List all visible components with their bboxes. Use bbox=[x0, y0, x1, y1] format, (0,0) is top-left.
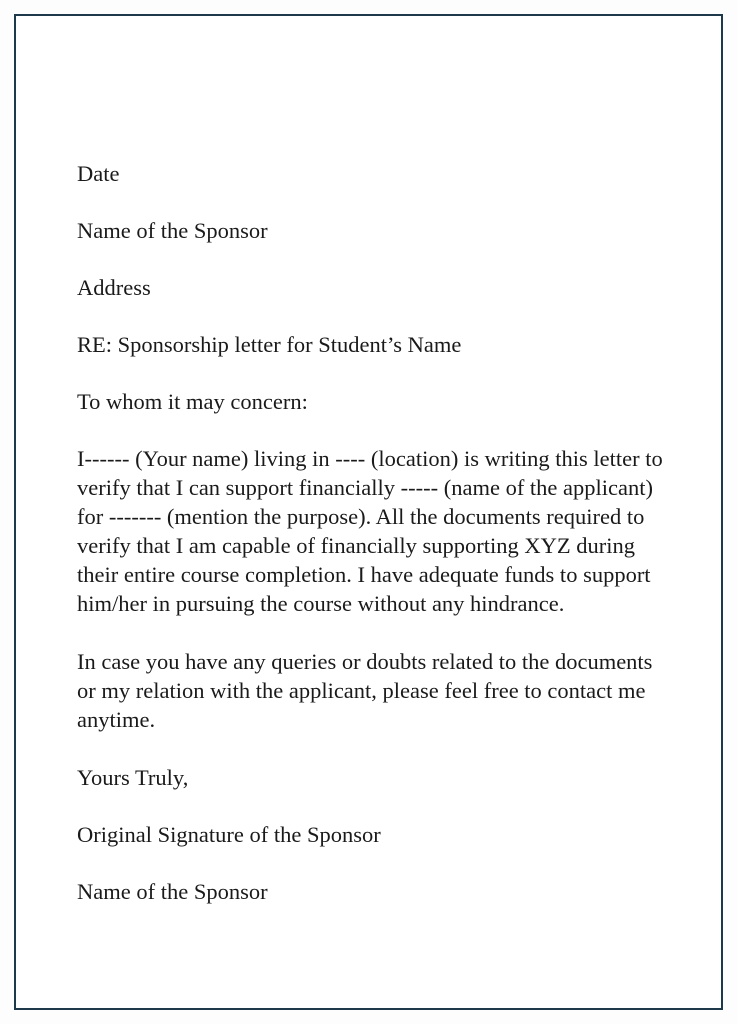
subject-re-line: RE: Sponsorship letter for Student’s Name bbox=[77, 332, 462, 357]
body-paragraph-2: In case you have any queries or doubts related to the documents or my relation with the applicant, please feel free to contact me anytime. bbox=[77, 649, 653, 732]
letter-border-frame bbox=[14, 14, 723, 1010]
salutation-line: To whom it may concern: bbox=[77, 389, 308, 414]
body-paragraph-1: I------ (Your name) living in ---- (location) is writing this letter to verify that I can support financially ----- (name of the applicant) for ------- (mention the purpose). All the documents required to verify that I am capable of financially supporting XYZ during their entire course completion. I have adequate funds to support him/her in pursuing the course without any hindrance. bbox=[77, 446, 663, 616]
date-line: Date bbox=[77, 161, 120, 186]
sponsor-name-bottom-line: Name of the Sponsor bbox=[77, 879, 268, 904]
address-line: Address bbox=[77, 275, 151, 300]
signature-line: Original Signature of the Sponsor bbox=[77, 822, 381, 847]
sponsor-name-top-line: Name of the Sponsor bbox=[77, 218, 268, 243]
letter-content bbox=[77, 159, 667, 934]
closing-line: Yours Truly, bbox=[77, 765, 189, 790]
letter-body bbox=[77, 16, 667, 1008]
